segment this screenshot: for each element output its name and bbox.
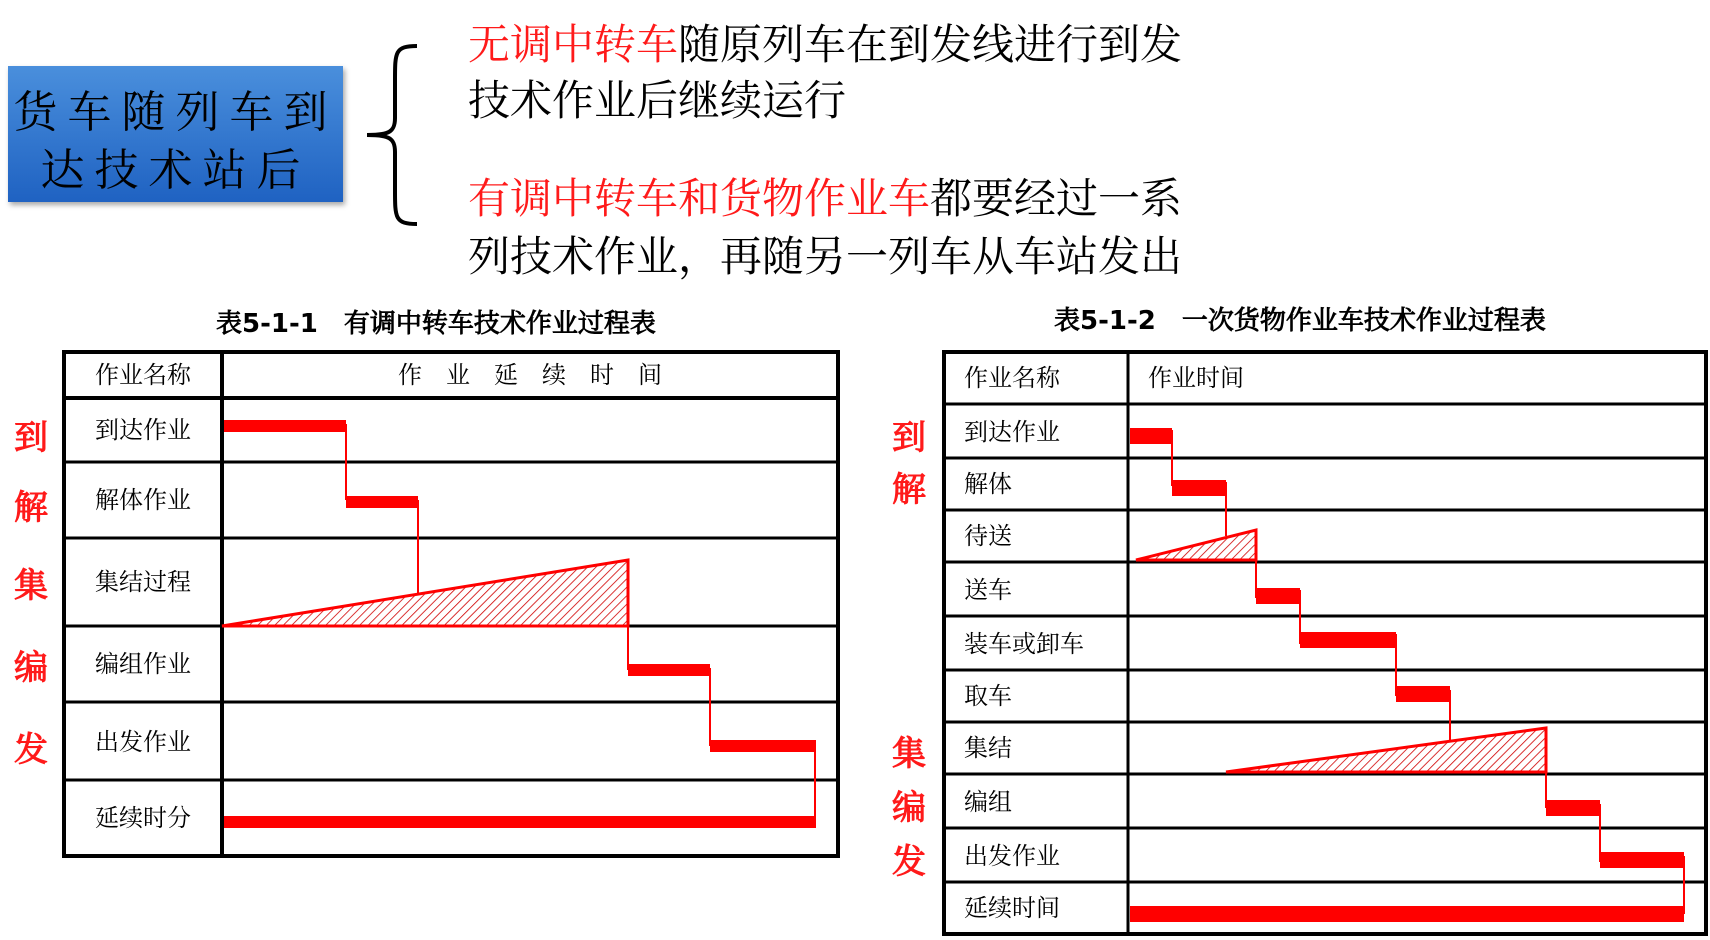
topic-box-line-1: 货车随列车到 (13, 87, 338, 138)
table1-caption: 表5-1-1 有调中转车技术作业过程表 (216, 309, 656, 339)
item1-rest: 随原列车在到发线进行到发 (678, 20, 1183, 69)
t2-row-3: 送车 (964, 576, 1012, 604)
t1-bar-arrival (224, 420, 346, 432)
t1-side-bian: 编 (14, 648, 48, 688)
t2-row-5: 取车 (964, 682, 1012, 710)
t1-side-fa: 发 (14, 730, 48, 770)
t2-accumulation-triangle (1226, 728, 1546, 772)
t1-bar-departure (710, 740, 816, 752)
t2-side-fa: 发 (892, 842, 926, 882)
t2-row-9: 延续时间 (964, 894, 1060, 922)
t1-side-ji: 集 (14, 566, 48, 606)
t2-bar-arrival (1130, 428, 1172, 444)
t2-bar-breakup (1172, 480, 1226, 496)
t2-row-4: 装车或卸车 (964, 630, 1084, 658)
item1-highlight: 无调中转车 (468, 20, 679, 69)
t2-bar-loading (1300, 632, 1396, 648)
t2-side-bian: 编 (892, 788, 926, 828)
t2-row-6: 集结 (964, 734, 1012, 762)
t2-header-time: 作业时间 (1148, 364, 1244, 392)
t1-bar-formation (628, 664, 710, 676)
t1-row-0: 到达作业 (95, 416, 191, 444)
t2-bar-placement (1256, 588, 1300, 604)
t2-row-2: 待送 (964, 522, 1012, 550)
t2-row-7: 编组 (964, 788, 1012, 816)
t1-side-dao: 到 (14, 418, 48, 458)
t1-row-2: 集结过程 (95, 568, 191, 596)
t1-row-1: 解体作业 (95, 486, 191, 514)
t2-row-1: 解体 (964, 470, 1012, 498)
t2-waiting-triangle (1136, 530, 1256, 560)
t2-row-8: 出发作业 (964, 842, 1060, 870)
t1-side-jie: 解 (14, 488, 48, 528)
t1-row-5: 延续时分 (95, 804, 191, 832)
t2-bar-pickup (1396, 686, 1450, 702)
table1 (64, 352, 838, 856)
item1-line2: 技术作业后继续运行 (468, 76, 847, 125)
table2 (944, 352, 1706, 934)
item2-line2: 列技术作业，再随另一列车从车站发出 (468, 232, 1183, 281)
t1-accumulation-triangle (222, 560, 628, 626)
t2-header-name: 作业名称 (964, 364, 1060, 392)
t1-header-name: 作业名称 (95, 361, 191, 389)
t1-row-4: 出发作业 (95, 728, 191, 756)
t2-side-dao: 到 (892, 418, 926, 458)
t2-side-ji: 集 (892, 734, 926, 774)
t2-row-0: 到达作业 (964, 418, 1060, 446)
t2-bar-formation (1546, 800, 1600, 816)
t2-bar-total (1130, 906, 1684, 922)
t1-header-time: 作 业 延 续 时 间 (398, 361, 662, 389)
t1-row-3: 编组作业 (95, 650, 191, 678)
topic-box-line-2: 达技术站后 (40, 145, 311, 196)
table2-caption: 表5-1-2 一次货物作业车技术作业过程表 (1054, 306, 1546, 336)
t2-side-jie: 解 (892, 470, 926, 510)
t1-bar-breakup (346, 496, 418, 508)
t2-bar-departure (1600, 852, 1684, 868)
t1-bar-total (224, 816, 816, 828)
item2-rest: 都要经过一系 (930, 174, 1183, 223)
item2-highlight: 有调中转车和货物作业车 (468, 174, 931, 223)
